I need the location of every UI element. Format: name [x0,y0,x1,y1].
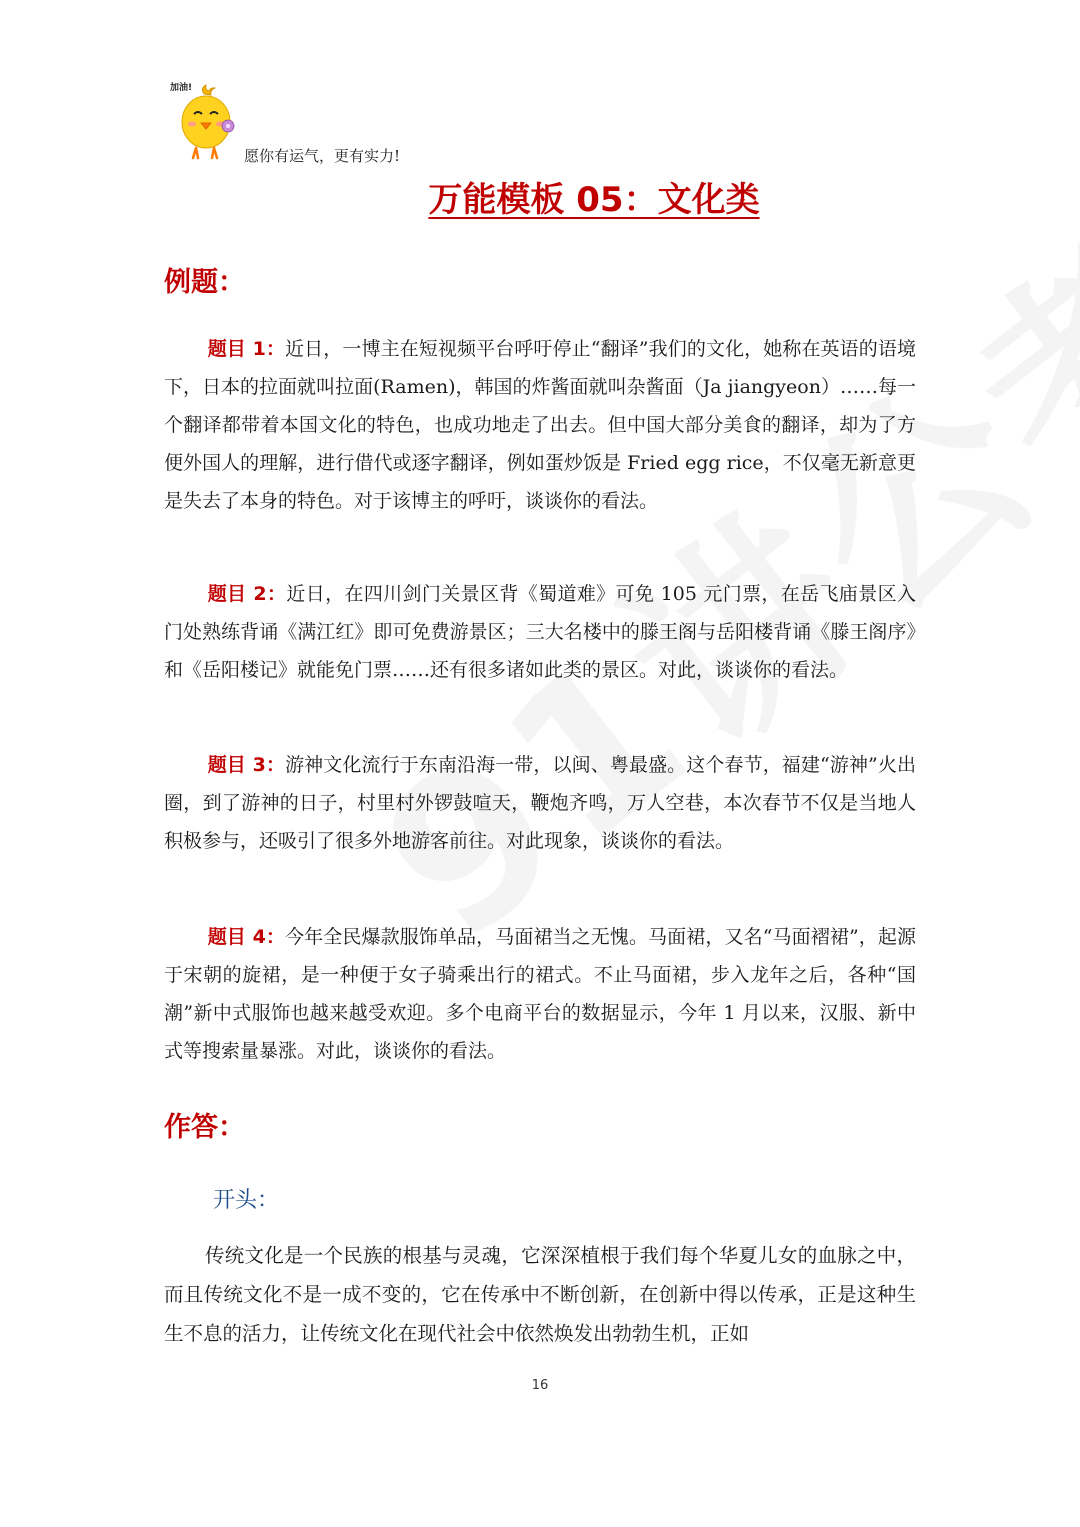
document-title: 万能模板 05：文化类 [428,180,760,220]
question-colon: ： [265,338,286,360]
question-text: 游神文化流行于东南沿海一带，以闽、粤最盛。这个春节，福建“游神”火出圈，到了游神的日子，村里村外锣鼓喧天，鞭炮齐鸣，万人空巷，本次春节不仅是当地人积极参与，还吸引了很多外地游客前往。对此现象，谈谈你的看法。 [164,754,916,852]
logo-text: 加油! [170,83,193,93]
question-colon: ： [265,926,286,948]
question-text: 近日，在四川剑门关景区背《蜀道难》可免 105 元门票，在岳飞庙景区入门处熟练背诵《满江红》即可免费游景区；三大名楼中的滕王阁与岳阳楼背诵《滕王阁序》和《岳阳楼记》就能免门票……还有很多诸如此类的景区。对此，谈谈你的看法。 [164,583,916,681]
question-1 [164,330,916,520]
question-colon: ： [266,583,287,605]
opening-paragraph: 传统文化是一个民族的根基与灵魂，它深深植根于我们每个华夏儿女的血脉之中，而且传统文化不是一成不变的，它在传承中不断创新，在创新中得以传承，正是这种生生不息的活力，让传统文化在现代社会中依然焕发出勃勃生机，正如 [164,1244,916,1345]
page-number: 16 [531,1378,549,1393]
question-text: 近日，一博主在短视频平台呼吁停止“翻译”我们的文化，她称在英语的语境下，日本的拉面就叫拉面(Ramen)，韩国的炸酱面就叫杂酱面（Ja jiangyeon）……每一个翻译都带着本国文化的特色，也成功地走了出去。但中国大部分美食的翻译，却为了方便外国人的理解，进行借代或逐字翻译，例如蛋炒饭是 Fried egg rice，不仅毫无新意更是失去了本身的特色。对于该博主的呼吁，谈谈你的看法。 [164,338,916,512]
opening-heading: 开头： [213,1188,280,1213]
answer-heading: 作答： [164,1112,245,1143]
question-label: 题目 2 [207,583,267,605]
question-label: 题目 3 [207,754,266,776]
question-label: 题目 4 [207,926,266,948]
question-label: 题目 1 [207,338,266,360]
chick-mascot-logo [168,78,240,164]
question-colon: ： [265,754,286,776]
question-text: 今年全民爆款服饰单品，马面裙当之无愧。马面裙，又名“马面褶裙”，起源于宋朝的旋裙，是一种便于女子骑乘出行的裙式。不止马面裙，步入龙年之后，各种“国潮”新中式服饰也越来越受欢迎。多个电商平台的数据显示，今年 1 月以来，汉服、新中式等搜索量暴涨。对此，谈谈你的看法。 [164,926,916,1062]
header-slogan: 愿你有运气，更有实力! [244,147,401,165]
question-2 [164,575,916,689]
question-3 [164,746,916,860]
question-4 [164,918,916,1070]
examples-heading: 例题： [164,267,245,298]
